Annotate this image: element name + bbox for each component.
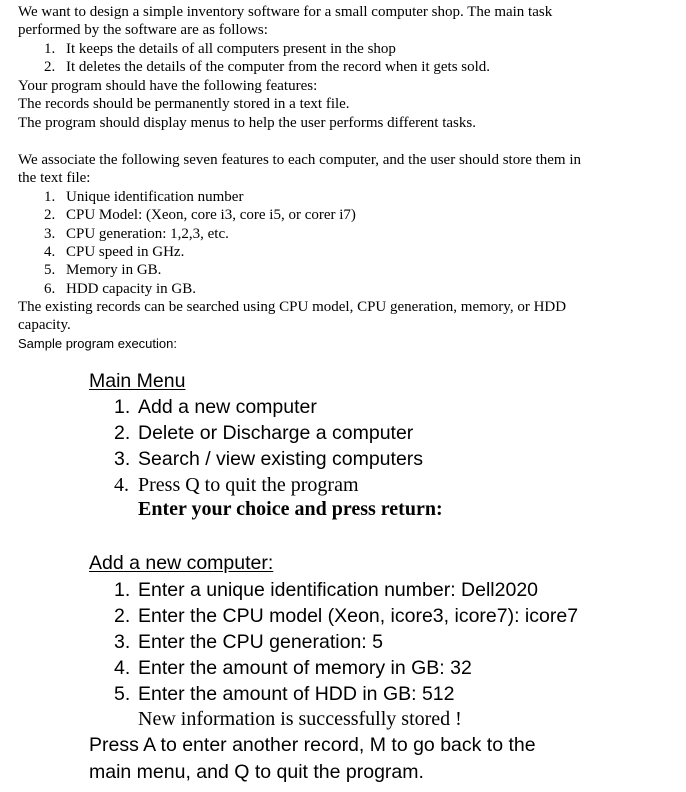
task-list-item <box>44 59 490 76</box>
feature-number: 6. <box>44 281 56 297</box>
main-menu-title: Main Menu <box>89 370 186 392</box>
menu-text: Add a new computer <box>138 396 317 418</box>
menu-number: 4. <box>114 474 129 496</box>
feature-list-item <box>44 226 229 243</box>
menu-text: Delete or Discharge a computer <box>138 422 414 444</box>
add-computer-step <box>114 579 538 602</box>
task-number: 2. <box>44 59 56 75</box>
intro-line-5: Your program should have the following features: <box>18 78 318 94</box>
step-text: Enter the amount of HDD in GB: 512 <box>138 683 455 705</box>
step-number: 2. <box>114 605 131 627</box>
add-computer-step <box>114 631 383 654</box>
feature-list-item <box>44 189 243 206</box>
add-computer-step <box>114 683 455 706</box>
feature-number: 5. <box>44 262 56 278</box>
main-menu-prompt: Enter your choice and press return: <box>138 498 443 520</box>
step-number: 3. <box>114 631 131 653</box>
menu-text: Search / view existing computers <box>138 448 424 470</box>
search-line-2: capacity. <box>18 317 71 333</box>
success-message: New information is successfully stored ! <box>138 708 462 730</box>
step-text: Enter the amount of memory in GB: 32 <box>138 657 472 679</box>
features-line-2: the text file: <box>18 170 91 186</box>
menu-number: 2. <box>114 422 131 444</box>
feature-number: 3. <box>44 226 56 242</box>
step-text: Enter the CPU model (Xeon, icore3, icore7): icore7 <box>138 605 579 627</box>
search-line-1: The existing records can be searched using CPU model, CPU generation, memory, or HDD <box>18 299 567 315</box>
task-text: It deletes the details of the computer from the record when it gets sold. <box>66 59 491 75</box>
feature-text: Unique identification number <box>66 189 244 205</box>
feature-text: Memory in GB. <box>66 262 162 278</box>
feature-list-item <box>44 207 356 224</box>
feature-text: CPU speed in GHz. <box>66 244 185 260</box>
task-text: It keeps the details of all computers present in the shop <box>66 41 396 57</box>
add-computer-title: Add a new computer: <box>89 552 274 574</box>
feature-text: CPU generation: 1,2,3, etc. <box>66 226 229 242</box>
main-menu-item <box>114 422 413 445</box>
feature-number: 1. <box>44 189 56 205</box>
step-text: Enter a unique identification number: Dell2020 <box>138 579 539 601</box>
main-menu-item <box>114 474 359 497</box>
footer-instruction-line-2: main menu, and Q to quit the program. <box>89 761 424 783</box>
feature-list-item <box>44 262 161 279</box>
menu-number: 1. <box>114 396 131 418</box>
features-line-1: We associate the following seven features to each computer, and the user should store them in <box>18 152 582 168</box>
task-list-item <box>44 41 396 58</box>
feature-number: 4. <box>44 244 56 260</box>
feature-text: CPU Model: (Xeon, core i3, core i5, or corer i7) <box>66 207 356 223</box>
add-computer-step <box>114 657 472 680</box>
intro-line-1: We want to design a simple inventory software for a small computer shop. The main task <box>18 4 553 20</box>
intro-line-6: The records should be permanently stored in a text file. <box>18 96 350 112</box>
main-menu-item <box>114 396 317 419</box>
step-number: 4. <box>114 657 131 679</box>
intro-line-7: The program should display menus to help the user performs different tasks. <box>18 115 476 131</box>
step-text: Enter the CPU generation: 5 <box>138 631 383 653</box>
sample-execution-label: Sample program execution: <box>18 336 177 351</box>
feature-list-item <box>44 281 196 298</box>
menu-number: 3. <box>114 448 131 470</box>
feature-number: 2. <box>44 207 56 223</box>
feature-text: HDD capacity in GB. <box>66 281 196 297</box>
main-menu-item <box>114 448 423 471</box>
menu-text: Press Q to quit the program <box>138 474 359 496</box>
step-number: 5. <box>114 683 131 705</box>
add-computer-step <box>114 605 578 628</box>
step-number: 1. <box>114 579 131 601</box>
feature-list-item <box>44 244 184 261</box>
footer-instruction-line-1: Press A to enter another record, M to go back to the <box>89 734 536 756</box>
task-number: 1. <box>44 41 56 57</box>
intro-line-2: performed by the software are as follows: <box>18 22 268 38</box>
